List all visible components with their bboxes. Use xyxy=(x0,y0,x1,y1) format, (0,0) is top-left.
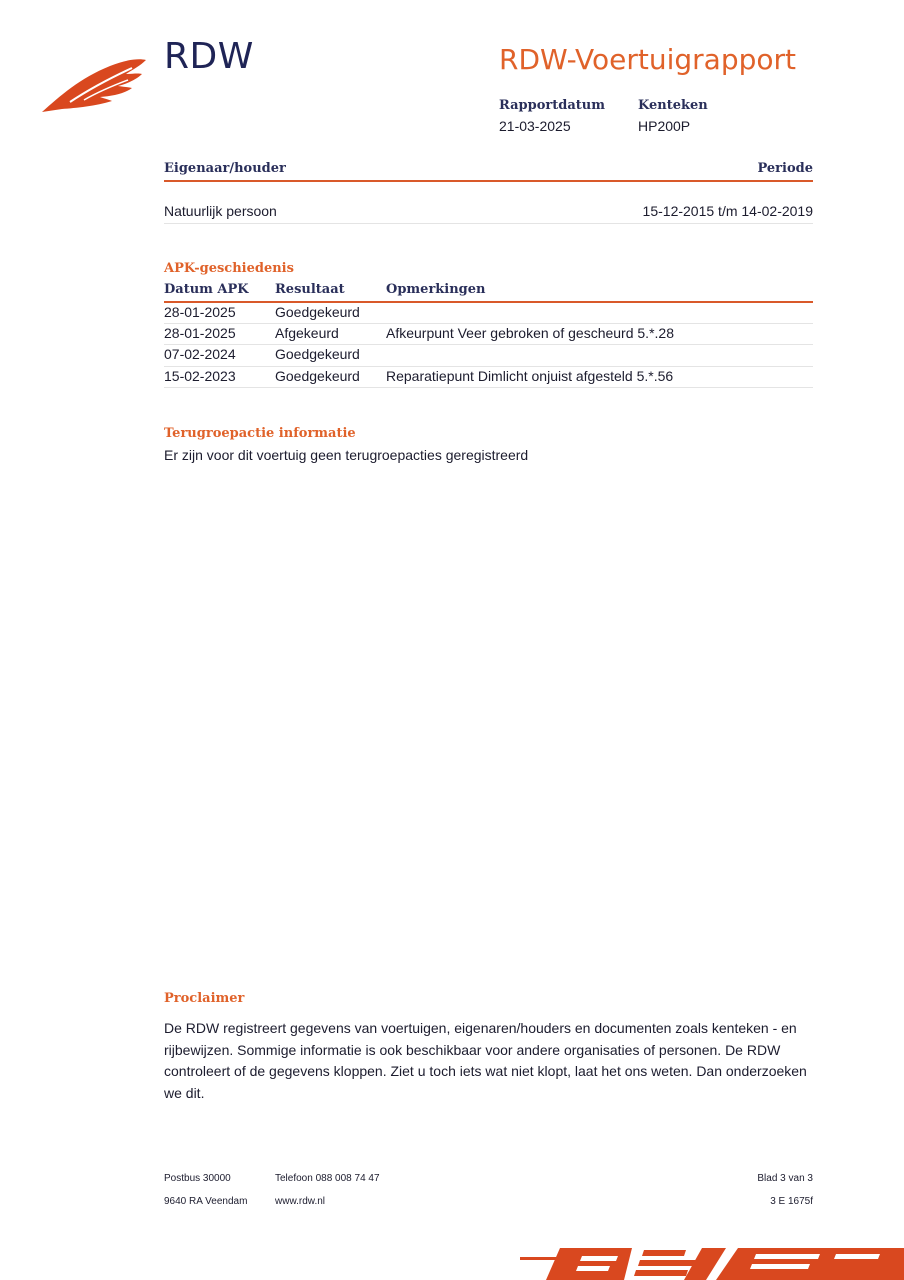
period-label: Periode xyxy=(757,161,813,176)
footer-postal: 9640 RA Veendam xyxy=(164,1196,248,1207)
apk-result: Goedgekeurd xyxy=(275,368,360,384)
proclaimer-title: Proclaimer xyxy=(164,991,245,1006)
plate-label: Kenteken xyxy=(638,98,708,113)
owner-divider xyxy=(164,180,813,182)
rdw-wordmark: RDW xyxy=(164,36,254,77)
footer-phone: Telefoon 088 008 74 47 xyxy=(275,1173,380,1184)
footer-code: 3 E 1675f xyxy=(770,1196,813,1207)
owner-label: Eigenaar/houder xyxy=(164,161,286,176)
rdw-feather-icon xyxy=(40,56,148,114)
apk-col-remarks: Opmerkingen xyxy=(386,282,486,297)
apk-date: 28-01-2025 xyxy=(164,325,236,341)
proclaimer-text: De RDW registreert gegevens van voertuigen, eigenaren/houders en documenten zoals kenteken - en rijbewijzen. Sommige informatie is ook beschikbaar voor andere organisaties of personen. De RDW controleert of de gegevens kloppen. Ziet u toch iets wat niet klopt, laat het ons weten. Dan onderzoeken we dit. xyxy=(164,1020,807,1101)
plate-value: HP200P xyxy=(638,118,691,134)
footer-page-number: Blad 3 van 3 xyxy=(757,1173,813,1184)
apk-title: APK-geschiedenis xyxy=(164,261,294,276)
apk-remark: Reparatiepunt Dimlicht onjuist afgesteld 5.*.56 xyxy=(386,368,674,384)
report-date-label: Rapportdatum xyxy=(499,98,605,113)
apk-date: 07-02-2024 xyxy=(164,346,236,362)
owner-row-divider xyxy=(164,223,813,224)
apk-result: Goedgekeurd xyxy=(275,304,360,320)
apk-result: Goedgekeurd xyxy=(275,346,360,362)
rdw-stripes-icon xyxy=(520,1244,904,1280)
apk-col-result: Resultaat xyxy=(275,282,345,297)
apk-remark: Afkeurpunt Veer gebroken of gescheurd 5.*.28 xyxy=(386,325,674,341)
recall-title: Terugroepactie informatie xyxy=(164,426,356,441)
apk-result: Afgekeurd xyxy=(275,325,339,341)
owner-type: Natuurlijk persoon xyxy=(164,203,277,219)
footer-website[interactable]: www.rdw.nl xyxy=(275,1196,326,1207)
report-date-value: 21-03-2025 xyxy=(499,118,571,134)
apk-col-date: Datum APK xyxy=(164,282,249,297)
footer-po-box: Postbus 30000 xyxy=(164,1173,231,1184)
owner-period: 15-12-2015 t/m 14-02-2019 xyxy=(642,203,813,219)
apk-date: 15-02-2023 xyxy=(164,368,236,384)
apk-header-divider xyxy=(164,301,813,303)
report-title: RDW-Voertuigrapport xyxy=(499,43,796,76)
apk-date: 28-01-2025 xyxy=(164,304,236,320)
recall-text: Er zijn voor dit voertuig geen terugroepacties geregistreerd xyxy=(164,447,529,463)
